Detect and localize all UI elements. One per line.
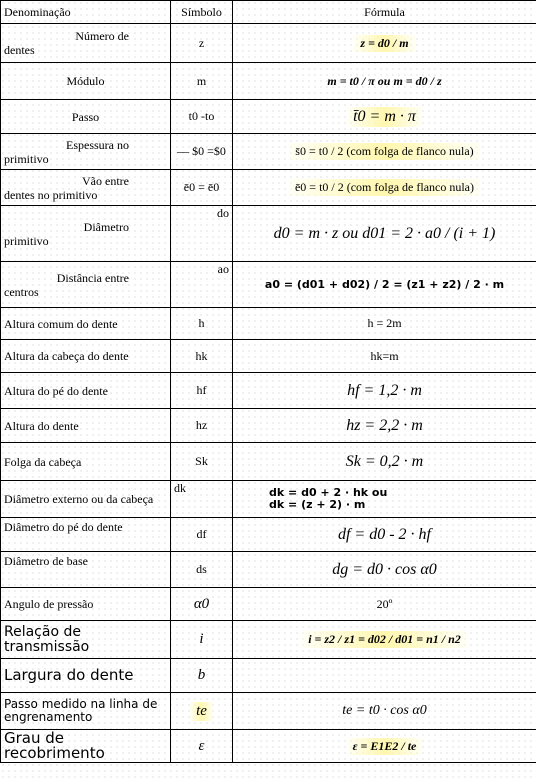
row-formula: te = t0 · cos α0 [233, 693, 536, 730]
row-label: Relação de transmissão [1, 621, 171, 659]
row-formula: i = z2 / z1 = d02 / d01 = n1 / n2 [233, 621, 536, 659]
table-row [1, 588, 536, 621]
row-formula: hz = 2,2 · m [233, 409, 536, 443]
row-symbol: ε [171, 730, 233, 763]
row-label: Diâmetro primitivo [1, 206, 171, 262]
row-symbol: Sk [171, 443, 233, 481]
row-label: Folga da cabeça [1, 443, 171, 481]
table-row [1, 100, 536, 134]
row-formula: dk = d0 + 2 · hk ou dk = (z + 2) · m [233, 481, 536, 518]
table-row [1, 134, 536, 170]
row-label: Altura comum do dente [1, 308, 171, 340]
row-formula: hk=m [233, 340, 536, 373]
row-label: Módulo [1, 63, 171, 100]
table-row [1, 340, 536, 373]
row-formula: Sk = 0,2 · m [233, 443, 536, 481]
row-symbol: dk [171, 481, 233, 518]
row-symbol: hf [171, 373, 233, 409]
row-symbol: m [171, 63, 233, 100]
row-symbol: ao [171, 262, 233, 308]
table-row [1, 63, 536, 100]
table-row [1, 552, 536, 588]
row-formula: dg = d0 · cos α0 [233, 552, 536, 588]
row-symbol: b [171, 659, 233, 693]
header-simbolo: Símbolo [171, 1, 233, 24]
table-header-row [1, 1, 536, 24]
header-denominacao: Denominação [1, 1, 171, 24]
row-label: Passo [1, 100, 171, 134]
row-label: Diâmetro do pé do dente [1, 518, 171, 552]
row-formula [233, 659, 536, 693]
row-formula: z = d0 / m [233, 24, 536, 63]
row-symbol: do [171, 206, 233, 262]
table-row [1, 693, 536, 730]
row-formula: a0 = (d01 + d02) / 2 = (z1 + z2) / 2 · m [233, 262, 536, 308]
row-label: Altura do dente [1, 409, 171, 443]
row-symbol: ē0 = ē0 [171, 170, 233, 206]
table-row [1, 170, 536, 206]
row-formula: d0 = m · z ou d01 = 2 · a0 / (i + 1) [233, 206, 536, 262]
row-formula: 20º [233, 588, 536, 621]
row-label: Altura da cabeça do dente [1, 340, 171, 373]
row-formula: df = d0 - 2 · hf [233, 518, 536, 552]
row-formula: s̄0 = t0 / 2 (com folga de flanco nula) [233, 134, 536, 170]
row-label: Diâmetro de base [1, 552, 171, 588]
row-symbol: z [171, 24, 233, 63]
row-formula: ε = E1E2 / te [233, 730, 536, 763]
row-label: Largura do dente [1, 659, 171, 693]
row-label: Angulo de pressão [1, 588, 171, 621]
table-row [1, 308, 536, 340]
row-label: Distância entre centros [1, 262, 171, 308]
row-formula: t̄0 = m · π [233, 100, 536, 134]
row-label: Espessura no primitivo [1, 134, 171, 170]
table-row [1, 518, 536, 552]
row-symbol: ds [171, 552, 233, 588]
row-label: Altura do pé do dente [1, 373, 171, 409]
row-symbol: — $0 =$0 [171, 134, 233, 170]
row-label: Vão entre dentes no primitivo [1, 170, 171, 206]
table-row [1, 24, 536, 63]
table-row [1, 409, 536, 443]
table-row [1, 373, 536, 409]
row-formula: h = 2m [233, 308, 536, 340]
row-label: Grau de recobrimento [1, 730, 171, 763]
table-row [1, 730, 536, 763]
row-label: Número de dentes [1, 24, 171, 63]
row-label: Passo medido na linha de engrenamento [1, 693, 171, 730]
row-label: Diâmetro externo ou da cabeça [1, 481, 171, 518]
row-symbol: t0 -to [171, 100, 233, 134]
row-formula: hf = 1,2 · m [233, 373, 536, 409]
table-row [1, 206, 536, 262]
row-symbol: df [171, 518, 233, 552]
row-symbol: hk [171, 340, 233, 373]
row-formula: m = t0 / π ou m = d0 / z [233, 63, 536, 100]
row-symbol: hz [171, 409, 233, 443]
table-row [1, 262, 536, 308]
row-symbol: α0 [171, 588, 233, 621]
table-row [1, 481, 536, 518]
header-formula: Fórmula [233, 1, 536, 24]
row-symbol: i [171, 621, 233, 659]
row-symbol: h [171, 308, 233, 340]
row-formula: ē0 = t0 / 2 (com folga de flanco nula) [233, 170, 536, 206]
table-row [1, 621, 536, 659]
row-symbol: te [171, 693, 233, 730]
table-row [1, 443, 536, 481]
table-row [1, 659, 536, 693]
